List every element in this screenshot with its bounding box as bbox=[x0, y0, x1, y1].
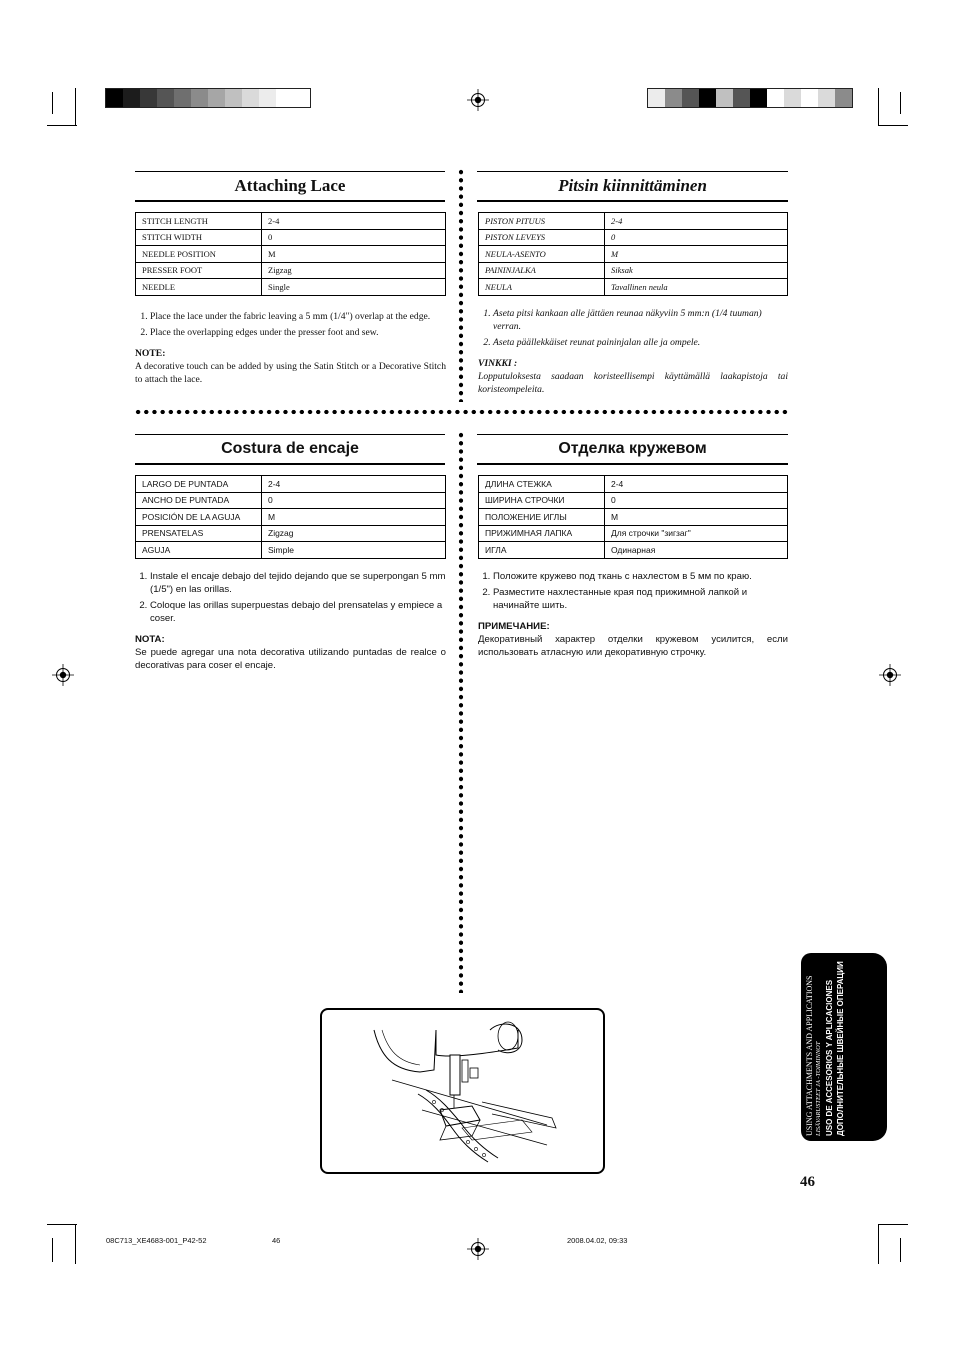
column-divider bbox=[458, 168, 464, 402]
setting-label: LARGO DE PUNTADA bbox=[136, 476, 262, 493]
color-swatch bbox=[242, 89, 259, 107]
crop-mark bbox=[52, 92, 53, 114]
color-swatch bbox=[835, 89, 852, 107]
page-number: 46 bbox=[800, 1174, 815, 1190]
table-row bbox=[479, 476, 788, 493]
crop-mark bbox=[75, 1224, 76, 1264]
registration-mark-icon bbox=[879, 664, 901, 686]
crop-mark bbox=[878, 125, 908, 126]
crop-mark bbox=[900, 92, 901, 114]
table-row bbox=[136, 476, 446, 493]
instructions-es bbox=[135, 570, 446, 672]
setting-label: NEULA bbox=[479, 279, 605, 296]
setting-label: ИГЛА bbox=[479, 542, 605, 559]
table-row bbox=[479, 229, 788, 246]
setting-value: Tavallinen neula bbox=[605, 279, 788, 296]
table-row bbox=[479, 542, 788, 559]
color-swatch bbox=[259, 89, 276, 107]
registration-mark-icon bbox=[52, 664, 74, 686]
color-swatch bbox=[818, 89, 835, 107]
chapter-tab bbox=[801, 953, 887, 1141]
setting-label: ПРИЖИМНАЯ ЛАПКА bbox=[479, 525, 605, 542]
note-title: NOTE: bbox=[135, 348, 166, 359]
row-divider bbox=[134, 409, 790, 415]
settings-table-fi bbox=[478, 212, 788, 296]
color-bar-left bbox=[105, 88, 311, 108]
table-row bbox=[136, 229, 446, 246]
setting-value: 0 bbox=[262, 229, 446, 246]
color-swatch bbox=[648, 89, 665, 107]
setting-value: 2-4 bbox=[262, 476, 446, 493]
setting-value: 0 bbox=[262, 492, 446, 509]
chapter-tab-es: USO DE ACCESORIOS Y APLICACIONES bbox=[825, 979, 834, 1136]
crop-mark bbox=[900, 1238, 901, 1262]
table-row bbox=[479, 262, 788, 279]
setting-label: PAININJALKA bbox=[479, 262, 605, 279]
table-row bbox=[136, 246, 446, 263]
color-swatch bbox=[123, 89, 140, 107]
table-row bbox=[136, 509, 446, 526]
setting-value: 2-4 bbox=[262, 213, 446, 230]
table-row bbox=[136, 525, 446, 542]
color-swatch bbox=[699, 89, 716, 107]
setting-label: STITCH WIDTH bbox=[136, 229, 262, 246]
setting-value: 0 bbox=[605, 492, 788, 509]
table-row bbox=[479, 279, 788, 296]
list-item: 1. Положите кружево под ткань с нахлестом в 5 мм по краю. bbox=[493, 570, 788, 583]
settings-table-ru bbox=[478, 475, 788, 559]
list-item: 2. Place the overlapping edges under the presser foot and sew. bbox=[150, 326, 446, 339]
setting-value: Zigzag bbox=[262, 262, 446, 279]
color-swatch bbox=[276, 89, 293, 107]
color-swatch bbox=[293, 89, 310, 107]
setting-label: AGUJA bbox=[136, 542, 262, 559]
section-title-fi: Pitsin kiinnittäminen bbox=[477, 171, 788, 202]
table-row bbox=[479, 213, 788, 230]
instructions-ru bbox=[478, 570, 788, 659]
note-text: Декоративный характер отделки кружевом усилится, если использовать атласную или декоративную строчку. bbox=[478, 634, 788, 658]
sewing-machine-foot-icon bbox=[322, 1010, 603, 1172]
setting-label: PRENSATELAS bbox=[136, 525, 262, 542]
setting-label: ANCHO DE PUNTADA bbox=[136, 492, 262, 509]
footer-page: 46 bbox=[272, 1236, 281, 1245]
table-row bbox=[479, 246, 788, 263]
section-title-ru: Отделка кружевом bbox=[477, 434, 788, 465]
settings-table-en bbox=[135, 212, 446, 296]
color-swatch bbox=[157, 89, 174, 107]
crop-mark bbox=[75, 88, 76, 126]
list-item: 2. Coloque las orillas superpuestas debajo del prensatelas y empiece a coser. bbox=[150, 599, 446, 625]
section-title-en: Attaching Lace bbox=[135, 171, 445, 202]
setting-value: M bbox=[262, 509, 446, 526]
list-item: 2. Разместите нахлестанные края под прижимной лапкой и начинайте шить. bbox=[493, 586, 788, 612]
color-swatch bbox=[750, 89, 767, 107]
chapter-tab-fi: LISÄVARUSTEET JA -TOIMINNOT bbox=[815, 1041, 822, 1136]
setting-label: ШИРИНА СТРОЧКИ bbox=[479, 492, 605, 509]
setting-label: PRESSER FOOT bbox=[136, 262, 262, 279]
settings-table-es bbox=[135, 475, 446, 559]
note-text: Se puede agregar una nota decorativa utilizando puntadas de realce o decorativas para coser el encaje. bbox=[135, 647, 446, 671]
color-swatch bbox=[106, 89, 123, 107]
setting-label: NEULA-ASENTO bbox=[479, 246, 605, 263]
setting-label: POSICIÓN DE LA AGUJA bbox=[136, 509, 262, 526]
setting-value: Zigzag bbox=[262, 525, 446, 542]
table-row bbox=[136, 262, 446, 279]
section-title-es: Costura de encaje bbox=[135, 434, 445, 465]
instructions-en bbox=[135, 310, 446, 386]
color-swatch bbox=[665, 89, 682, 107]
table-row bbox=[136, 213, 446, 230]
note-title: NOTA: bbox=[135, 634, 165, 645]
setting-value: Одинарная bbox=[605, 542, 788, 559]
chapter-tab-ru: ДОПОЛНИТЕЛЬНЫЕ ШВЕЙНЫЕ ОПЕРАЦИИ bbox=[836, 961, 845, 1136]
setting-value: 0 bbox=[605, 229, 788, 246]
color-swatch bbox=[767, 89, 784, 107]
note-title: ПРИМЕЧАНИЕ: bbox=[478, 621, 550, 632]
setting-label: NEEDLE bbox=[136, 279, 262, 296]
setting-value: Simple bbox=[262, 542, 446, 559]
color-swatch bbox=[208, 89, 225, 107]
setting-label: STITCH LENGTH bbox=[136, 213, 262, 230]
setting-value: M bbox=[605, 509, 788, 526]
crop-mark bbox=[47, 1224, 77, 1225]
setting-label: ПОЛОЖЕНИЕ ИГЛЫ bbox=[479, 509, 605, 526]
list-item: 1. Aseta pitsi kankaan alle jättäen reunaa näkyviin 5 mm:n (1/4 tuuman) verran. bbox=[493, 307, 788, 333]
list-item: 2. Aseta päällekkäiset reunat paininjalan alle ja ompele. bbox=[493, 336, 788, 349]
crop-mark bbox=[878, 88, 879, 126]
setting-value: 2-4 bbox=[605, 476, 788, 493]
table-row bbox=[479, 492, 788, 509]
setting-label: PISTON PITUUS bbox=[479, 213, 605, 230]
list-item: 1. Place the lace under the fabric leaving a 5 mm (1/4") overlap at the edge. bbox=[150, 310, 446, 323]
note-title: VINKKI : bbox=[478, 358, 518, 369]
color-swatch bbox=[716, 89, 733, 107]
setting-label: PISTON LEVEYS bbox=[479, 229, 605, 246]
color-swatch bbox=[191, 89, 208, 107]
setting-value: Siksak bbox=[605, 262, 788, 279]
setting-value: M bbox=[262, 246, 446, 263]
setting-label: ДЛИНА СТЕЖКА bbox=[479, 476, 605, 493]
color-swatch bbox=[140, 89, 157, 107]
instructions-fi bbox=[478, 307, 788, 396]
crop-mark bbox=[47, 125, 77, 126]
color-swatch bbox=[733, 89, 750, 107]
setting-value: M bbox=[605, 246, 788, 263]
table-row bbox=[136, 542, 446, 559]
table-row bbox=[479, 509, 788, 526]
setting-value: 2-4 bbox=[605, 213, 788, 230]
note-text: A decorative touch can be added by using the Satin Stitch or a Decorative Stitch to attach the lace. bbox=[135, 361, 446, 385]
setting-label: NEEDLE POSITION bbox=[136, 246, 262, 263]
color-swatch bbox=[225, 89, 242, 107]
color-bar-right bbox=[647, 88, 853, 108]
color-swatch bbox=[174, 89, 191, 107]
sewing-illustration bbox=[320, 1008, 605, 1174]
setting-value: Single bbox=[262, 279, 446, 296]
registration-mark-icon bbox=[467, 1238, 489, 1260]
table-row bbox=[479, 525, 788, 542]
footer-date: 2008.04.02, 09:33 bbox=[567, 1236, 628, 1245]
color-swatch bbox=[682, 89, 699, 107]
column-divider bbox=[458, 431, 464, 993]
table-row bbox=[136, 492, 446, 509]
registration-mark-icon bbox=[467, 89, 489, 111]
crop-mark bbox=[878, 1224, 908, 1225]
table-row bbox=[136, 279, 446, 296]
color-swatch bbox=[784, 89, 801, 107]
crop-mark bbox=[52, 1238, 53, 1262]
color-swatch bbox=[801, 89, 818, 107]
footer-file: 08C713_XE4683-001_P42-52 bbox=[106, 1236, 207, 1245]
chapter-tab-en: USING ATTACHMENTS AND APPLICATIONS bbox=[805, 975, 814, 1136]
crop-mark bbox=[878, 1224, 879, 1264]
setting-value: Для строчки "зигзаг" bbox=[605, 525, 788, 542]
list-item: 1. Instale el encaje debajo del tejido dejando que se superpongan 5 mm (1/5") en las orillas. bbox=[150, 570, 446, 596]
note-text: Lopputuloksesta saadaan koristeellisempi käyttämällä laakapistoja tai koristeompeleita. bbox=[478, 371, 788, 395]
